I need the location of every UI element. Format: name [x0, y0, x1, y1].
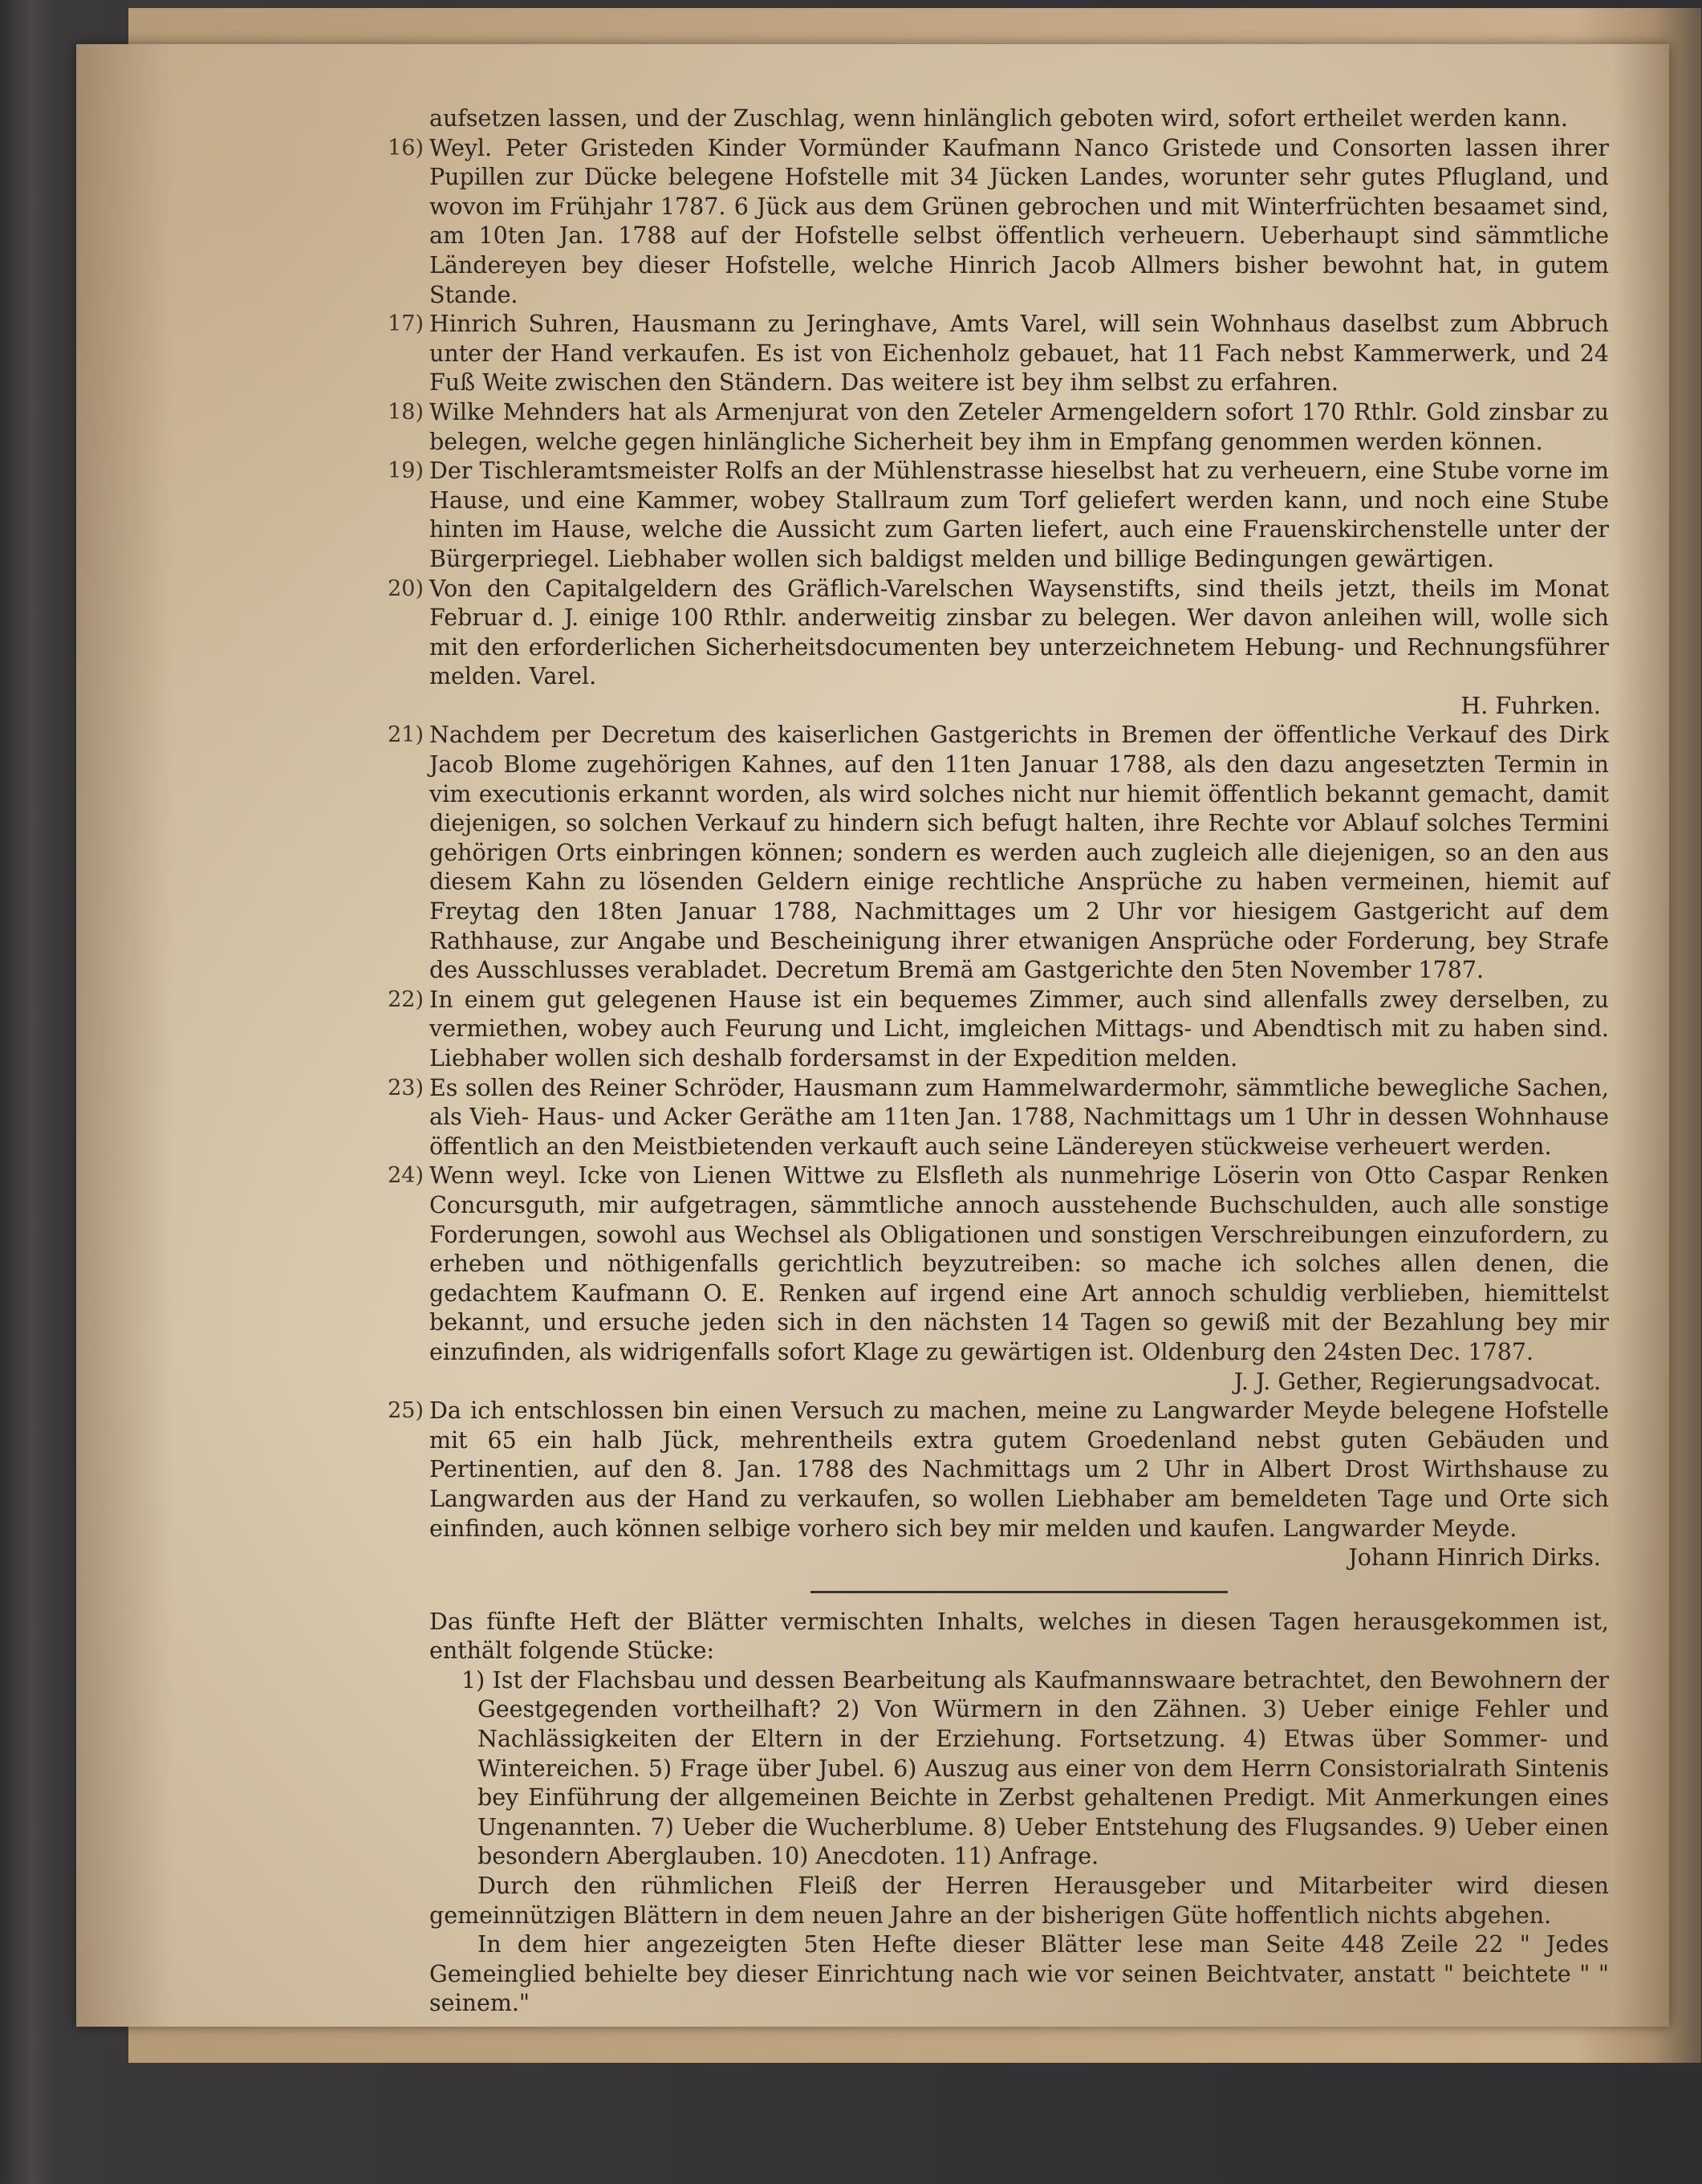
entry-text: In einem gut gelegenen Hause ist ein bequemes Zimmer, auch sind allenfalls zwey derselben, zu vermiethen, wobey auch Feurung und Licht, imgleichen Mittags- und Abendtisch mit zu haben sind. Liebhaber wollen sich deshalb fordersamst in der Expedition melden. — [429, 986, 1609, 1072]
notice-entry-17 — [388, 310, 1609, 398]
newspaper-page — [76, 44, 1669, 2027]
notice-entry-19 — [388, 457, 1609, 574]
notice-entry-22 — [388, 986, 1609, 1074]
entry-text: Der Tischleramtsmeister Rolfs an der Mühlenstrasse hieselbst hat zu verheuern, eine Stube vorne im Hause, und eine Kammer, wobey Stallraum zum Torf geliefert werden kann, und noch eine Stube hinten im Hause, welche die Aussicht zum Garten liefert, auch eine Frauenskirchenstelle unter der Bürgerpriegel. Liebhaber wollen sich baldigst melden und billige Bedingungen gewärtigen. — [429, 458, 1609, 572]
entry-text: Da ich entschlossen bin einen Versuch zu machen, meine zu Langwarder Meyde belegene Hofstelle mit 65 ein halb Jück, mehrentheils extra gutem Groedenland nebst guten Gebäuden und Pertinentien, auf den 8. Jan. 1788 des Nachmittags um 2 Uhr in Albert Drost Wirthshause zu Langwarden aus der Hand zu verkaufen, so wollen Liebhaber am bemeldeten Tage und Orte sich einfinden, auch können selbige vorhero sich bey mir melden und kaufen. Langwarder Meyde. — [429, 1397, 1609, 1542]
notice-entry-23 — [388, 1074, 1609, 1162]
erratum-paragraph: In dem hier angezeigten 5ten Hefte dieser Blätter lese man Seite 448 Zeile 22 " Jedes Gemeinglied behielte bey dieser Einrichtung nach wie vor seinen Beichtvater, anstatt " beichtete " " seinem." — [429, 1931, 1609, 2017]
notice-entry-20 — [388, 575, 1609, 722]
notice-entry-16 — [388, 134, 1609, 311]
entry-text: Es sollen des Reiner Schröder, Hausmann zum Hammelwardermohr, sämmtliche bewegliche Sachen, als Vieh- Haus- und Acker Geräthe am 11ten Jan. 1788, Nachmittags um 1 Uhr in dessen Wohnhause öffentlich an den Meistbietenden verkauft auch seine Ländereyen stückweise verheuert werden. — [429, 1074, 1609, 1160]
entry-signature: H. Fuhrken. — [1460, 692, 1601, 719]
entry-signature: Johann Hinrich Dirks. — [1348, 1544, 1601, 1572]
notice-entry-18 — [388, 398, 1609, 457]
entry-text: Wenn weyl. Icke von Lienen Wittwe zu Elsfleth als nunmehrige Löserin von Otto Caspar Renken Concursguth, mir aufgetragen, sämmtliche annoch ausstehende Buchschulden, auch alle sonstige Forderungen, sowohl aus Wechsel als Obligationen und sonstigen Verschreibungen einzufordern, zu erheben und nöthigenfalls gerichtlich beyzutreiben: so mache ich solches allen denen, die gedachtem Kaufmann O. E. Renken auf irgend eine Art annoch schuldig verblieben, hiemittelst bekannt, und ersuche jeden sich in den nächsten 14 Tagen so gewiß mit der Bezahlung bey mir einzufinden, als widrigenfalls sofort Klage zu gewärtigen ist. Oldenburg den 24sten Dec. 1787. — [429, 1162, 1609, 1365]
entry-number: 19 ) — [351, 457, 424, 486]
entry-text: Nachdem per Decretum des kaiserlichen Gastgerichts in Bremen der öffentliche Verkauf des Dirk Jacob Blome zugehörigen Kahnes, auf den 11ten Januar 1788, als den dazu angesetzten Termin in vim executionis erkannt worden, als wird solches nicht nur hiemit öffentlich bekannt gemacht, damit diejenigen, so solchen Verkauf zu hindern sich befugt halten, ihre Rechte vor Ablauf solches Termini gehörigen Orts einbringen können; sondern es werden auch zugleich alle diejenigen, so an den aus diesem Kahn zu lösenden Geldern einige rechtliche Ansprüche zu haben vermeinen, hiemit auf Freytag den 18ten Januar 1788, Nachmittages um 2 Uhr vor hiesigem Gastgericht auf dem Rathhause, zur Angabe und Bescheinigung ihrer etwanigen Ansprüche oder Forderung, bey Strafe des Ausschlusses verabladet. Decretum Bremä am Gastgerichte den 5ten November 1787. — [429, 722, 1609, 984]
entry-number: 24 ) — [351, 1161, 424, 1191]
entry-number: 21 ) — [351, 721, 424, 750]
notice-intro: Das fünfte Heft der Blätter vermischten Inhalts, welches in diesen Tagen herausgekommen ist, enthält folgende Stücke: — [429, 1608, 1609, 1665]
page-text-block — [388, 104, 1609, 2019]
entry-number: 17 ) — [351, 310, 424, 340]
continuation-text: aufsetzen lassen, und der Zuschlag, wenn hinlänglich geboten wird, sofort ertheilet werden kann. — [429, 105, 1568, 132]
entry-number: 20 ) — [351, 575, 424, 604]
entry-signature: J. J. Gether, Regierungsadvocat. — [1233, 1368, 1601, 1395]
entry-number: 16 ) — [351, 134, 424, 164]
entry-text: Hinrich Suhren, Hausmann zu Jeringhave, Amts Varel, will sein Wohnhaus daselbst zum Abbruch unter der Hand verkaufen. Es ist von Eichenholz gebauet, hat 11 Fach nebst Kammerwerk, und 24 Fuß Weite zwischen den Ständern. Das weitere ist bey ihm selbst zu erfahren. — [429, 311, 1609, 397]
section-divider-rule — [810, 1591, 1228, 1593]
notice-contents-list: 1) Ist der Flachsbau und dessen Bearbeitung als Kaufmannswaare betrachtet, den Bewohnern der Geestgegenden vortheilhaft? 2) Von Würmern in den Zähnen. 3) Ueber einige Fehler und Nachlässigkeiten der Eltern in der Erziehung. Fortsetzung. 4) Etwas über Sommer- und Wintereichen. 5) Frage über Jubel. 6) Auszug aus einer von dem Herrn Consistorialrath Sintenis bey Einführung der allgemeinen Beichte in Zerbst gehaltenen Predigt. Mit Anmerkungen eines Ungenannten. 7) Ueber die Wucherblume. 8) Ueber Entstehung des Flugsandes. 9) Ueber einen besondern Aberglauben. 10) Anecdoten. 11) Anfrage. — [461, 1666, 1609, 1870]
entry-number: 22 ) — [351, 986, 424, 1015]
notice-paragraph: Durch den rühmlichen Fleiß der Herren Herausgeber und Mitarbeiter wird diesen gemeinnützigen Blättern in dem neuen Jahre an der bisherigen Güte hoffentlich nichts abgehen. — [429, 1873, 1609, 1929]
entry-text: Weyl. Peter Gristeden Kinder Vormünder Kaufmann Nanco Gristede und Consorten lassen ihrer Pupillen zur Dücke belegene Hofstelle mit 34 Jücken Landes, worunter sehr gutes Pflugland, und wovon im Frühjahr 1787. 6 Jück aus dem Grünen gebrochen und mit Winterfrüchten besaamet sind, am 10ten Jan. 1788 auf der Hofstelle selbst öffentlich verheuern. Ueberhaupt sind sämmtliche Ländereyen bey dieser Hofstelle, welche Hinrich Jacob Allmers bisher bewohnt hat, in gutem Stande. — [429, 134, 1609, 308]
notice-entry-24 — [388, 1161, 1609, 1397]
periodical-notice — [429, 1608, 1609, 2019]
entry-number: 18 ) — [351, 398, 424, 428]
entry-text: Von den Capitalgeldern des Gräflich-Varelschen Waysenstifts, sind theils jetzt, theils im Monat Februar d. J. einige 100 Rthlr. anderweitig zinsbar zu belegen. Wer davon anleihen will, wolle sich mit den erforderlichen Sicherheitsdocumenten bey unterzeichnetem Hebung- und Rechnungsführer melden. Varel. — [429, 575, 1609, 690]
entry-number: 25 ) — [351, 1397, 424, 1426]
notice-entry-25 — [388, 1397, 1609, 1573]
entry-number: 23 ) — [351, 1074, 424, 1104]
entry-text: Wilke Mehnders hat als Armenjurat von den Zeteler Armengeldern sofort 170 Rthlr. Gold zinsbar zu belegen, welche gegen hinlängliche Sicherheit bey ihm in Empfang genommen werden können. — [429, 398, 1609, 455]
notice-entry-21 — [388, 721, 1609, 985]
